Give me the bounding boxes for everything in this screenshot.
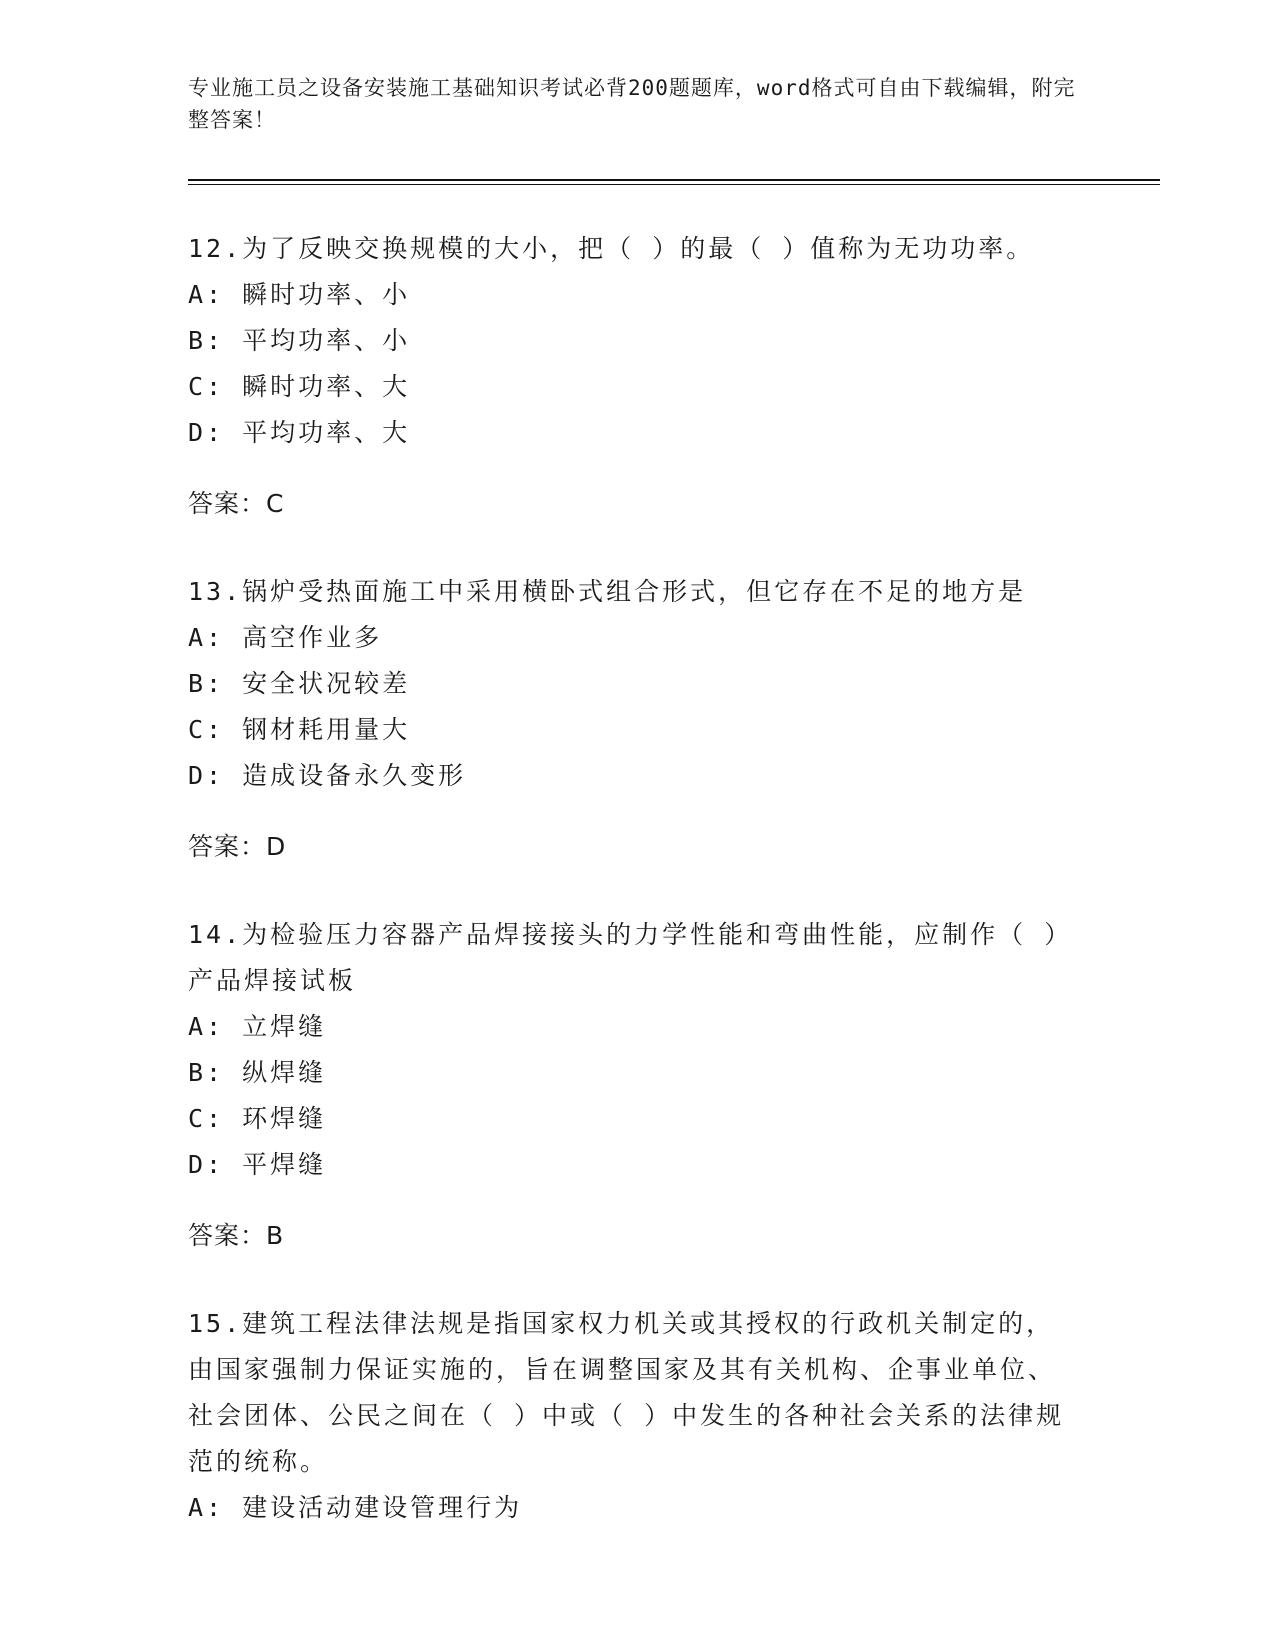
answer-line: 答案：B <box>188 1221 285 1250</box>
option-d: D: 平均功率、大 <box>188 418 411 447</box>
option-c: C: 环焊缝 <box>188 1104 327 1133</box>
question-list <box>188 226 1068 1573</box>
question-stem: 13.锅炉受热面施工中采用横卧式组合形式，但它存在不足的地方是 <box>188 577 1027 606</box>
question-item <box>188 226 1068 527</box>
option-a: A: 瞬时功率、小 <box>188 280 411 309</box>
option-b: B: 平均功率、小 <box>188 326 411 355</box>
question-stem: 14.为检验压力容器产品焊接接头的力学性能和弯曲性能，应制作（ ）产品焊接试板 <box>188 920 1060 995</box>
answer-line: 答案：C <box>188 489 285 518</box>
header-rule-thick <box>188 179 1160 181</box>
answer-line: 答案：D <box>188 832 287 861</box>
header-rule-thin <box>188 184 1160 185</box>
option-d: D: 造成设备永久变形 <box>188 761 467 790</box>
question-item <box>188 1301 1068 1531</box>
option-d: D: 平焊缝 <box>188 1150 327 1179</box>
question-item <box>188 912 1068 1259</box>
question-item <box>188 569 1068 870</box>
question-stem: 15.建筑工程法律法规是指国家权力机关或其授权的行政机关制定的，由国家强制力保证实施的，旨在调整国家及其有关机构、企事业单位、社会团体、公民之间在（ ）中或（ ）中发生的各种社会关系的法律规范的统称。 <box>188 1309 1065 1476</box>
option-b: B: 安全状况较差 <box>188 669 411 698</box>
option-a: A: 建设活动建设管理行为 <box>188 1493 523 1522</box>
option-c: C: 钢材耗用量大 <box>188 715 411 744</box>
option-a: A: 高空作业多 <box>188 623 383 652</box>
option-a: A: 立焊缝 <box>188 1012 327 1041</box>
option-c: C: 瞬时功率、大 <box>188 372 411 401</box>
question-stem: 12.为了反映交换规模的大小，把（ ）的最（ ）值称为无功功率。 <box>188 234 1035 263</box>
option-b: B: 纵焊缝 <box>188 1058 327 1087</box>
document-header: 专业施工员之设备安装施工基础知识考试必背200题题库，word格式可自由下载编辑，附完整答案！ <box>188 76 1076 132</box>
